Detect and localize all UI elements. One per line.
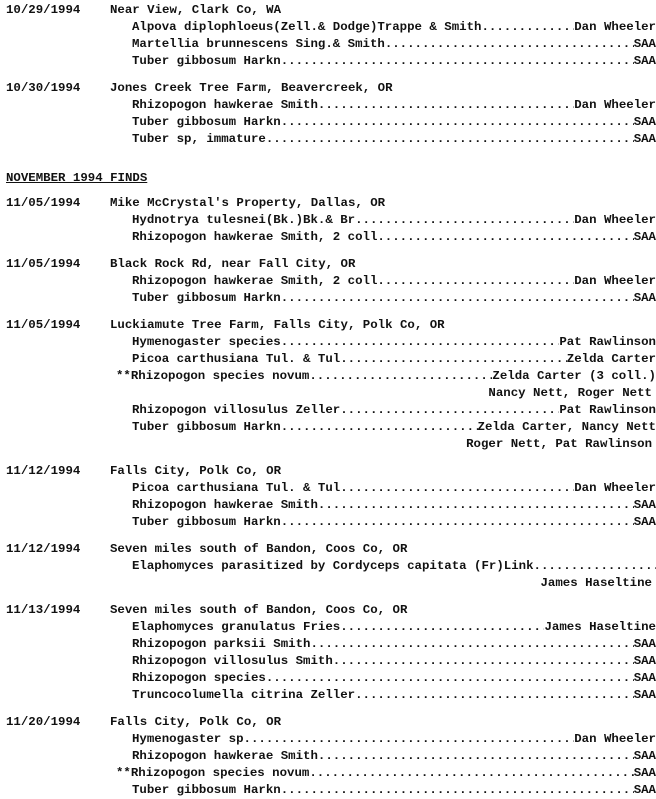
section-heading-line [0, 170, 656, 187]
find-row [0, 97, 656, 114]
finder-name-continued: Roger Nett, Pat Rawlinson [466, 437, 652, 451]
entry-header [0, 602, 656, 619]
finder-name: SAA [633, 766, 656, 780]
taxon-name: Picoa carthusiana Tul. & Tul [132, 481, 341, 495]
find-row [0, 419, 656, 436]
dot-leader [534, 558, 656, 575]
taxon-name: Tuber gibbosum Harkn [132, 515, 281, 529]
finder-name: SAA [633, 291, 656, 305]
entry-location: Jones Creek Tree Farm, Beavercreek, OR [110, 81, 393, 95]
entry-date: 11/05/1994 [6, 257, 81, 271]
dot-leader [377, 229, 633, 246]
finder-name: SAA [633, 132, 656, 146]
find-row [0, 480, 656, 497]
find-line [132, 480, 656, 497]
find-row [0, 619, 656, 636]
dot-leader [281, 114, 634, 131]
taxon-name: Hymenogaster species [132, 335, 281, 349]
taxon-name: Truncocolumella citrina Zeller [132, 688, 356, 702]
find-line [132, 229, 656, 246]
entry-header [0, 80, 656, 97]
find-row [0, 670, 656, 687]
finder-name: Dan Wheeler [574, 732, 656, 746]
find-row-continued [0, 436, 656, 453]
find-row [0, 748, 656, 765]
entry-date: 10/30/1994 [6, 81, 81, 95]
find-row [0, 290, 656, 307]
entry-date: 11/05/1994 [6, 196, 81, 210]
taxon-name: Alpova diplophloeus(Zell.& Dodge)Trappe & Smith [132, 20, 482, 34]
entry-date: 11/20/1994 [6, 715, 81, 729]
dot-leader [266, 131, 634, 148]
taxon-name: Rhizopogon species novum [130, 369, 310, 383]
entry-date: 11/13/1994 [6, 603, 81, 617]
dot-leader [281, 782, 634, 799]
taxon-name: Elaphomyces parasitized by Cordyceps capitata (Fr)Link [132, 559, 534, 573]
dot-leader [281, 334, 560, 351]
find-line [132, 19, 656, 36]
dot-leader [481, 19, 574, 36]
taxon-name: Picoa carthusiana Tul. & Tul [132, 352, 341, 366]
finder-name: Dan Wheeler [574, 481, 656, 495]
find-line [132, 334, 656, 351]
entry-location: Near View, Clark Co, WA [110, 3, 282, 17]
find-line [132, 273, 656, 290]
find-line [116, 765, 656, 782]
find-row [0, 229, 656, 246]
finder-name: Zelda Carter, Nancy Nett [477, 420, 656, 434]
find-row [0, 36, 656, 53]
find-line [132, 402, 656, 419]
find-row [0, 765, 656, 782]
find-line [132, 653, 656, 670]
entry-header [0, 195, 656, 212]
find-line [132, 290, 656, 307]
find-line [132, 212, 656, 229]
find-line [132, 351, 656, 368]
dot-leader [318, 97, 574, 114]
find-line [116, 368, 656, 385]
dot-leader [318, 748, 634, 765]
find-line [132, 53, 656, 70]
taxon-name: Rhizopogon hawkerae Smith [132, 98, 318, 112]
taxon-name: Tuber gibbosum Harkn [132, 783, 281, 797]
finder-name: Dan Wheeler [574, 213, 656, 227]
find-row [0, 212, 656, 229]
find-row [0, 558, 656, 575]
entry-location: Falls City, Polk Co, OR [110, 715, 282, 729]
taxon-name: Hydnotrya tulesnei(Bk.)Bk.& Br [132, 213, 356, 227]
find-line [132, 419, 656, 436]
find-line [132, 636, 656, 653]
dot-leader [340, 480, 574, 497]
find-row [0, 334, 656, 351]
dot-leader [281, 290, 634, 307]
finder-name: SAA [633, 115, 656, 129]
entry-date: 11/12/1994 [6, 542, 81, 556]
taxon-name: Rhizopogon species [132, 671, 266, 685]
find-line [132, 731, 656, 748]
entry-header [0, 714, 656, 731]
dot-leader [266, 670, 634, 687]
dot-leader [333, 653, 634, 670]
entry-header [0, 463, 656, 480]
taxon-name: Rhizopogon hawkerae Smith [132, 749, 318, 763]
taxon-name: Rhizopogon hawkerae Smith, 2 coll [132, 274, 378, 288]
finder-name: SAA [633, 515, 656, 529]
finder-name: James Haseltine [544, 620, 656, 634]
finder-name: SAA [633, 749, 656, 763]
find-row-continued [0, 575, 656, 592]
taxon-name: Martellia brunnescens Sing.& Smith [132, 37, 385, 51]
dot-leader [310, 636, 633, 653]
taxon-name: Hymenogaster sp [132, 732, 244, 746]
finder-name: SAA [633, 654, 656, 668]
taxon-name: Rhizopogon villosulus Zeller [132, 403, 341, 417]
dot-leader [355, 212, 574, 229]
new-species-marker: ** [116, 766, 131, 780]
entry-header [0, 2, 656, 19]
dot-leader [340, 402, 559, 419]
entry-header [0, 541, 656, 558]
finder-name: Dan Wheeler [574, 274, 656, 288]
dot-leader [281, 514, 634, 531]
entry-location: Seven miles south of Bandon, Coos Co, OR [110, 542, 408, 556]
finder-name: SAA [633, 37, 656, 51]
dot-leader [309, 765, 633, 782]
find-line [132, 497, 656, 514]
find-row [0, 351, 656, 368]
find-line [132, 782, 656, 799]
find-row [0, 273, 656, 290]
find-row [0, 636, 656, 653]
section-heading: NOVEMBER 1994 FINDS [6, 171, 148, 185]
entry-location: Mike McCrystal's Property, Dallas, OR [110, 196, 386, 210]
dot-leader [309, 368, 492, 385]
find-line [132, 131, 656, 148]
taxon-name: Rhizopogon hawkerae Smith [132, 498, 318, 512]
finder-name: SAA [633, 637, 656, 651]
finder-name: Zelda Carter [566, 352, 656, 366]
entry-header [0, 317, 656, 334]
find-line [132, 558, 656, 575]
find-line [132, 97, 656, 114]
finder-name: Pat Rawlinson [559, 335, 656, 349]
taxon-name: Tuber gibbosum Harkn [132, 54, 281, 68]
finder-name: SAA [633, 671, 656, 685]
dot-leader [318, 497, 634, 514]
dot-leader [244, 731, 575, 748]
find-row-continued [0, 385, 656, 402]
find-row [0, 19, 656, 36]
find-row [0, 114, 656, 131]
dot-leader [340, 619, 544, 636]
dot-leader [281, 53, 634, 70]
find-line [132, 36, 656, 53]
finder-name: SAA [633, 783, 656, 797]
find-row [0, 497, 656, 514]
find-line [132, 114, 656, 131]
find-row [0, 368, 656, 385]
find-line [132, 514, 656, 531]
entry-date: 11/05/1994 [6, 318, 81, 332]
finder-name: SAA [633, 498, 656, 512]
finder-name: Pat Rawlinson [559, 403, 656, 417]
find-row [0, 653, 656, 670]
new-species-marker: ** [116, 369, 131, 383]
taxon-name: Rhizopogon species novum [130, 766, 310, 780]
taxon-name: Tuber gibbosum Harkn [132, 115, 281, 129]
find-row [0, 53, 656, 70]
finder-name-continued: James Haseltine [540, 576, 652, 590]
taxon-name: Rhizopogon hawkerae Smith, 2 coll [132, 230, 378, 244]
find-line [132, 670, 656, 687]
taxon-name: Rhizopogon parksii Smith [132, 637, 311, 651]
entry-location: Black Rock Rd, near Fall City, OR [110, 257, 356, 271]
find-line [132, 687, 656, 704]
find-line [132, 619, 656, 636]
dot-leader [340, 351, 567, 368]
find-line [132, 748, 656, 765]
taxon-name: Elaphomyces granulatus Fries [132, 620, 341, 634]
entry-date: 10/29/1994 [6, 3, 81, 17]
finder-name: SAA [633, 688, 656, 702]
find-row [0, 514, 656, 531]
find-row [0, 131, 656, 148]
finder-name: SAA [633, 230, 656, 244]
dot-leader [385, 36, 634, 53]
finder-name: Dan Wheeler [574, 20, 656, 34]
taxon-name: Tuber gibbosum Harkn [132, 291, 281, 305]
dot-leader [377, 273, 574, 290]
finder-name: SAA [633, 54, 656, 68]
taxon-name: Rhizopogon villosulus Smith [132, 654, 333, 668]
dot-leader [355, 687, 634, 704]
entry-location: Seven miles south of Bandon, Coos Co, OR [110, 603, 408, 617]
find-row [0, 731, 656, 748]
find-row [0, 402, 656, 419]
finder-name: Zelda Carter (3 coll.) [492, 369, 656, 383]
entry-location: Luckiamute Tree Farm, Falls City, Polk Co, OR [110, 318, 445, 332]
finder-name: Dan Wheeler [574, 98, 656, 112]
taxon-name: Tuber gibbosum Harkn [132, 420, 281, 434]
finder-name-continued: Nancy Nett, Roger Nett [488, 386, 652, 400]
find-row [0, 782, 656, 799]
taxon-name: Tuber sp, immature [132, 132, 266, 146]
entry-location: Falls City, Polk Co, OR [110, 464, 282, 478]
entry-date: 11/12/1994 [6, 464, 81, 478]
entry-header [0, 256, 656, 273]
dot-leader [281, 419, 478, 436]
find-row [0, 687, 656, 704]
